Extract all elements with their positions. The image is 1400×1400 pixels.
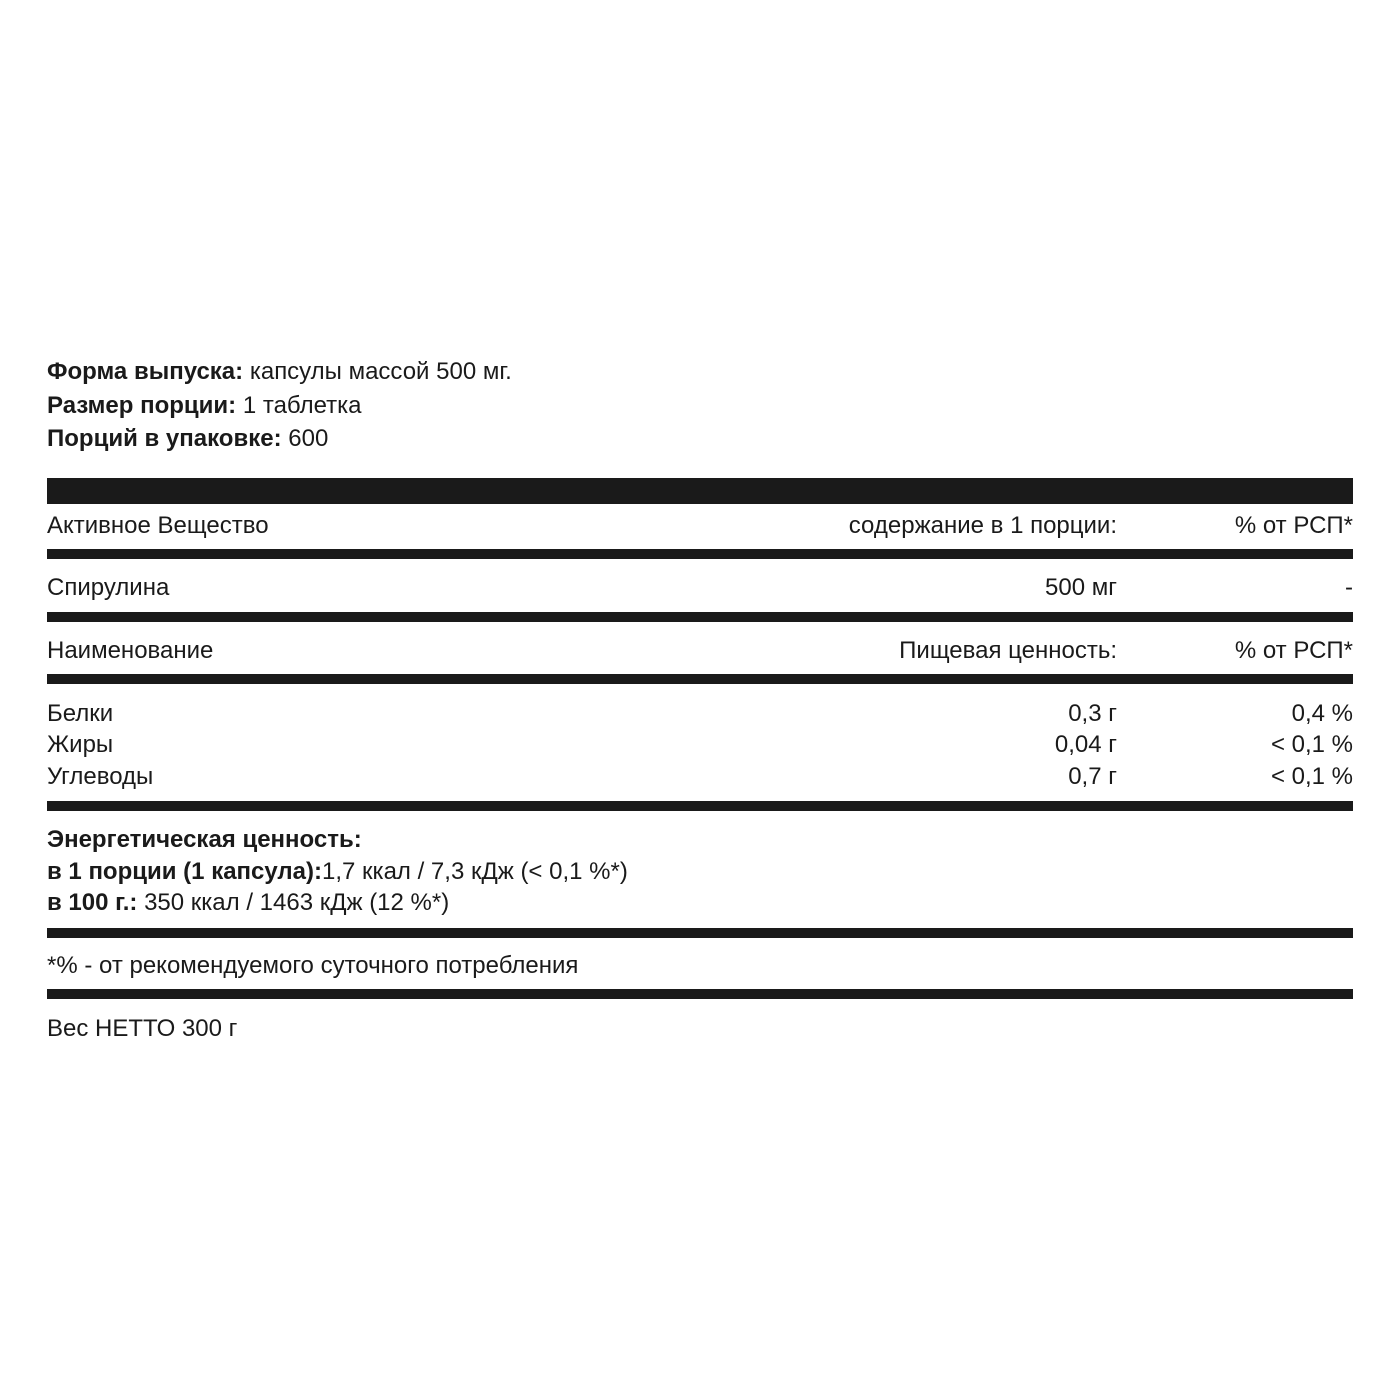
energy-per-100g-line: [47, 888, 449, 918]
divider-bar: [47, 674, 1353, 684]
energy-per-100g-label: в 100 г.:: [47, 889, 138, 916]
servings-per-pack-value: 600: [288, 425, 329, 452]
release-form-value: капсулы массой 500 мг.: [249, 358, 512, 385]
divider-bar: [47, 612, 1353, 622]
energy-per-serving-value: 1,7 ккал / 7,3 кДж (< 0,1 %*): [322, 858, 628, 885]
release-form-line: [47, 357, 512, 387]
active-row-rsp: -: [1345, 574, 1353, 601]
nutrition-header-rsp: % от РСП*: [1234, 637, 1353, 664]
divider-bar: [47, 989, 1353, 999]
servings-per-pack-label: Порций в упаковке:: [47, 425, 282, 452]
energy-title-text: Энергетическая ценность:: [47, 826, 362, 853]
serving-size-value: 1 таблетка: [242, 392, 362, 419]
nutrition-row-rsp: < 0,1 %: [1270, 731, 1353, 758]
nutrition-row-rsp: 0,4 %: [1291, 700, 1353, 727]
nutrition-row-protein: [47, 699, 1353, 729]
nutrition-row-rsp: < 0,1 %: [1270, 763, 1353, 790]
energy-title: [47, 825, 362, 855]
divider-bar: [47, 928, 1353, 938]
footnote: *% - от рекомендуемого суточного потребления: [47, 952, 579, 979]
active-table-header: [47, 511, 1353, 541]
active-row-name: Спирулина: [47, 574, 170, 601]
nutrition-header-name: Наименование: [47, 637, 214, 664]
table-top-bar: [47, 478, 1353, 504]
release-form-label: Форма выпуска:: [47, 358, 244, 385]
net-weight: Вес НЕТТО 300 г: [47, 1015, 238, 1042]
nutrition-row-fat: [47, 730, 1353, 760]
energy-per-serving-label: в 1 порции (1 капсула):: [47, 858, 323, 885]
energy-per-serving-line: [47, 857, 628, 887]
nutrition-row-amount: 0,04 г: [1054, 731, 1117, 758]
active-header-rsp: % от РСП*: [1234, 512, 1353, 539]
nutrition-table-header: [47, 636, 1353, 666]
nutrition-row-name: Белки: [47, 700, 114, 727]
energy-per-100g-value: 350 ккал / 1463 кДж (12 %*): [144, 889, 450, 916]
nutrition-row-name: Жиры: [47, 731, 114, 758]
nutrition-row-name: Углеводы: [47, 763, 154, 790]
active-table-row: [47, 573, 1353, 603]
nutrition-row-carbs: [47, 762, 1353, 792]
serving-size-line: [47, 391, 362, 421]
nutrition-header-amount: Пищевая ценность:: [899, 637, 1117, 664]
active-row-amount: 500 мг: [1045, 574, 1117, 601]
servings-per-pack-line: [47, 424, 328, 454]
divider-bar: [47, 801, 1353, 811]
active-header-amount: содержание в 1 порции:: [848, 512, 1117, 539]
nutrition-row-amount: 0,3 г: [1068, 700, 1117, 727]
serving-size-label: Размер порции:: [47, 392, 237, 419]
divider-bar: [47, 549, 1353, 559]
nutrition-row-amount: 0,7 г: [1068, 763, 1117, 790]
active-header-name: Активное Вещество: [47, 512, 269, 539]
